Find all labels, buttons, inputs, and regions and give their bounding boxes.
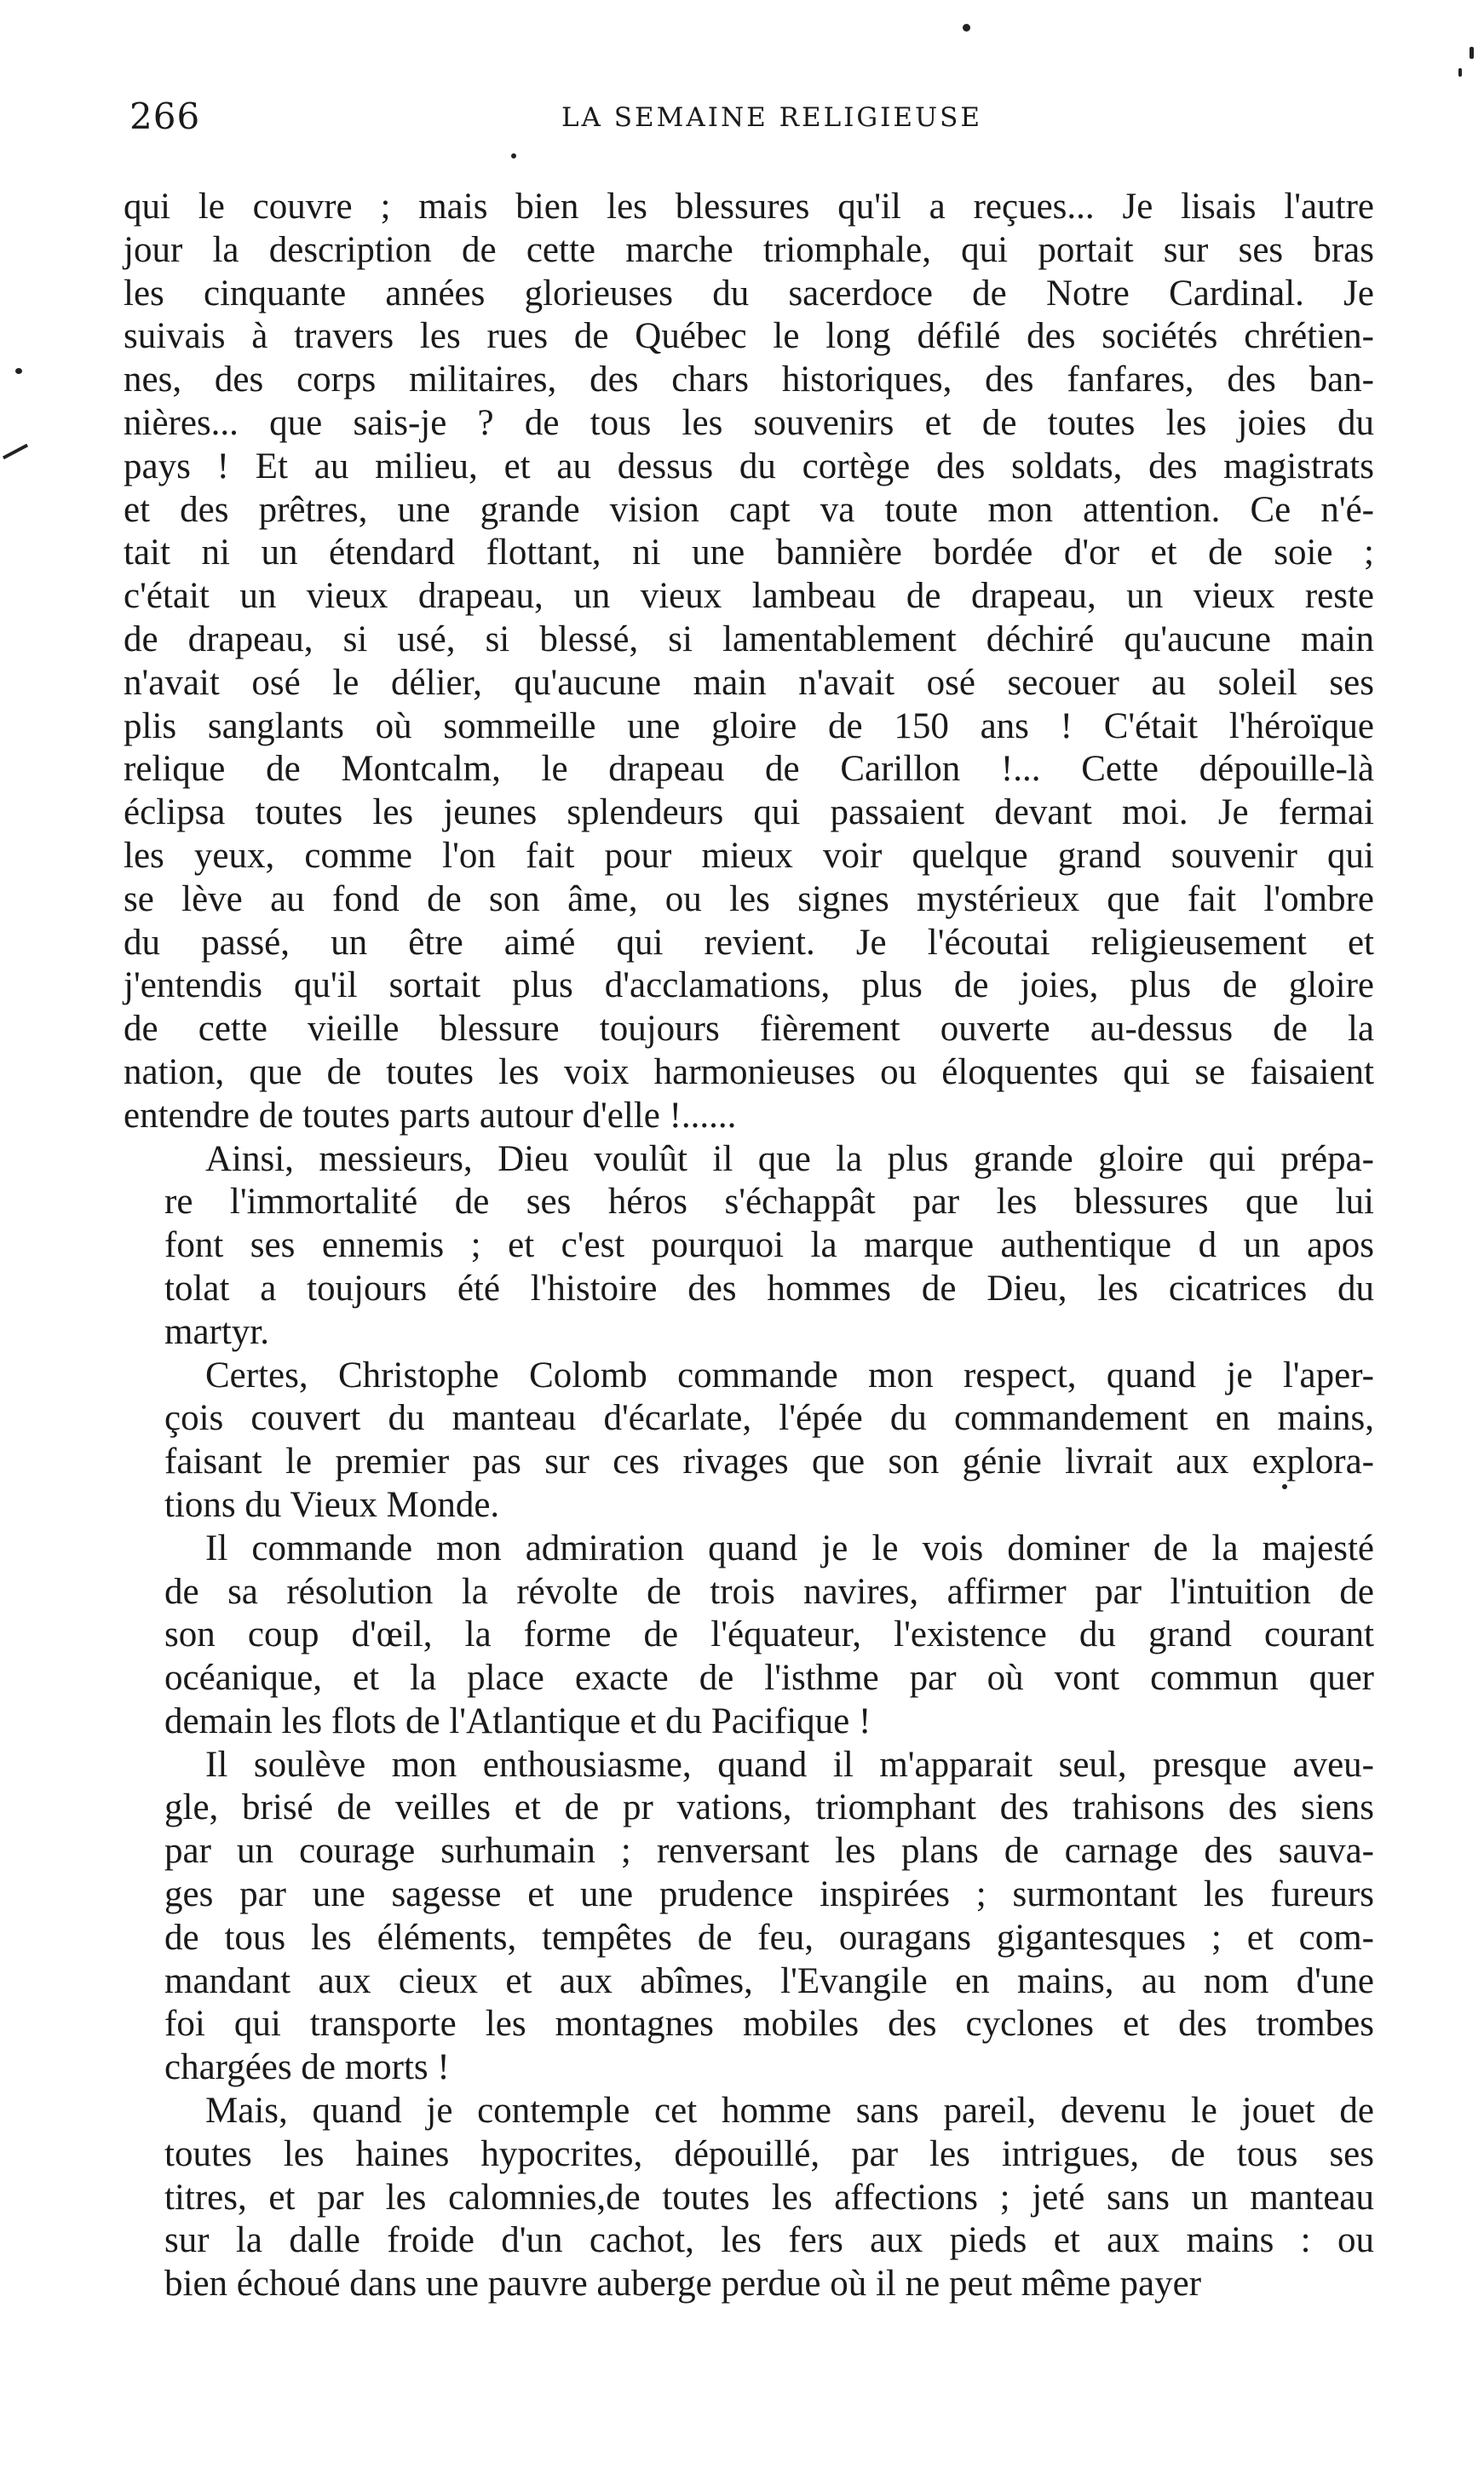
text-line: et des prêtres, une grande vision capt va toute mon attention. Ce n'é-	[124, 489, 1374, 530]
scan-speck	[511, 153, 516, 158]
text-line: de sa résolution la révolte de trois navires, affirmer par l'intuition de	[164, 1571, 1374, 1612]
text-line: bien échoué dans une pauvre auberge perdue où il ne peut même payer	[164, 2264, 1202, 2305]
text-line: tolat a toujours été l'histoire des hommes de Dieu, les cicatrices du	[164, 1268, 1374, 1309]
text-line: de cette vieille blessure toujours fièrement ouverte au-dessus de la	[124, 1009, 1374, 1050]
text-line: c'était un vieux drapeau, un vieux lambeau de drapeau, un vieux reste	[124, 576, 1374, 617]
paragraph	[124, 2090, 1374, 2306]
paragraph	[124, 1138, 1374, 1355]
text-line: océanique, et la place exacte de l'isthme par où vont commun quer	[164, 1658, 1374, 1699]
text-line: nières... que sais-je ? de tous les souvenirs et de toutes les joies du	[124, 402, 1374, 443]
text-line: Certes, Christophe Colomb commande mon respect, quand je l'aper-	[205, 1355, 1374, 1395]
text-line: mandant aux cieux et aux abîmes, l'Evangile en mains, au nom d'une	[164, 1960, 1374, 2001]
text-line: du passé, un être aimé qui revient. Je l'écoutai religieusement et	[124, 922, 1374, 963]
paragraph	[124, 1744, 1374, 2090]
text-line: foi qui transporte les montagnes mobiles des cyclones et des trombes	[164, 2004, 1374, 2045]
text-line: faisant le premier pas sur ces rivages que son génie livrait aux explora-	[164, 1442, 1374, 1482]
text-line: ges par une sagesse et une prudence inspirées ; surmontant les fureurs	[164, 1874, 1374, 1915]
text-line: Ainsi, messieurs, Dieu voulût il que la plus grande gloire qui prépa-	[205, 1138, 1374, 1179]
text-line: demain les flots de l'Atlantique et du Pacifique !	[164, 1700, 871, 1741]
scan-speck	[1458, 68, 1462, 77]
scan-speck	[963, 24, 970, 32]
paragraph	[124, 1355, 1374, 1528]
text-line: se lève au fond de son âme, ou les signes mystérieux que fait l'ombre	[124, 878, 1374, 919]
text-line: toutes les haines hypocrites, dépouillé, par les intrigues, de tous ses	[164, 2133, 1374, 2174]
text-line: les yeux, comme l'on fait pour mieux voir quelque grand souvenir qui	[124, 835, 1374, 876]
text-line: de drapeau, si usé, si blessé, si lamentablement déchiré qu'aucune main	[124, 619, 1374, 659]
text-line: de tous les éléments, tempêtes de feu, ouragans gigantesques ; et com-	[164, 1917, 1374, 1958]
text-line: re l'immortalité de ses héros s'échappât par les blessures que lui	[164, 1182, 1374, 1223]
scan-margin-stroke	[3, 444, 28, 460]
paragraph	[124, 186, 1374, 1138]
text-line: martyr.	[164, 1311, 269, 1352]
text-line: Mais, quand je contemple cet homme sans pareil, devenu le jouet de	[205, 2091, 1374, 2132]
text-line: n'avait osé le délier, qu'aucune main n'avait osé secouer au soleil ses	[124, 662, 1374, 703]
text-line: relique de Montcalm, le drapeau de Carillon !... Cette dépouille-là	[124, 749, 1374, 790]
text-line: plis sanglants où sommeille une gloire de 150 ans ! C'était l'héroïque	[124, 705, 1374, 746]
text-line: sur la dalle froide d'un cachot, les fers aux pieds et aux mains : ou	[164, 2220, 1374, 2261]
text-line: par un courage surhumain ; renversant les plans de carnage des sauva-	[164, 1831, 1374, 1872]
text-line: çois couvert du manteau d'écarlate, l'épée du commandement en mains,	[164, 1398, 1374, 1439]
body-text	[124, 186, 1374, 2306]
text-line: gle, brisé de veilles et de pr vations, triomphant des trahisons des siens	[164, 1787, 1374, 1828]
text-line: j'entendis qu'il sortait plus d'acclamations, plus de joies, plus de gloire	[124, 965, 1374, 1006]
text-line: jour la description de cette marche triomphale, qui portait sur ses bras	[124, 229, 1374, 270]
text-line: tait ni un étendard flottant, ni une bannière bordée d'or et de soie ;	[124, 532, 1374, 573]
text-line: titres, et par les calomnies,de toutes les affections ; jeté sans un manteau	[164, 2177, 1374, 2218]
text-line: les cinquante années glorieuses du sacerdoce de Notre Cardinal. Je	[124, 273, 1374, 314]
text-line: éclipsa toutes les jeunes splendeurs qui passaient devant moi. Je fermai	[124, 792, 1374, 833]
running-title: LA SEMAINE RELIGIEUSE	[561, 102, 983, 133]
text-line: nation, que de toutes les voix harmonieuses ou éloquentes qui se faisaient	[124, 1051, 1374, 1092]
scan-speck	[1282, 1484, 1287, 1489]
paragraph	[124, 1528, 1374, 1744]
text-line: suivais à travers les rues de Québec le long défilé des sociétés chrétien-	[124, 316, 1374, 357]
text-line: entendre de toutes parts autour d'elle !......	[124, 1095, 737, 1136]
text-line: tions du Vieux Monde.	[164, 1484, 500, 1525]
text-line: pays ! Et au milieu, et au dessus du cortège des soldats, des magistrats	[124, 446, 1374, 486]
page-number: 266	[129, 95, 201, 137]
text-line: son coup d'œil, la forme de l'équateur, l'existence du grand courant	[164, 1614, 1374, 1655]
scan-speck	[1470, 47, 1474, 59]
text-line: Il commande mon admiration quand je le vois dominer de la majesté	[205, 1528, 1374, 1568]
page-header	[129, 95, 1380, 147]
text-line: qui le couvre ; mais bien les blessures qu'il a reçues... Je lisais l'autre	[124, 187, 1374, 227]
text-line: Il soulève mon enthousiasme, quand il m'apparait seul, presque aveu-	[205, 1744, 1374, 1785]
text-line: chargées de morts !	[164, 2047, 450, 2088]
text-line: nes, des corps militaires, des chars historiques, des fanfares, des ban-	[124, 360, 1374, 400]
scan-speck	[15, 368, 22, 374]
text-line: font ses ennemis ; et c'est pourquoi la marque authentique d un apos	[164, 1225, 1374, 1266]
